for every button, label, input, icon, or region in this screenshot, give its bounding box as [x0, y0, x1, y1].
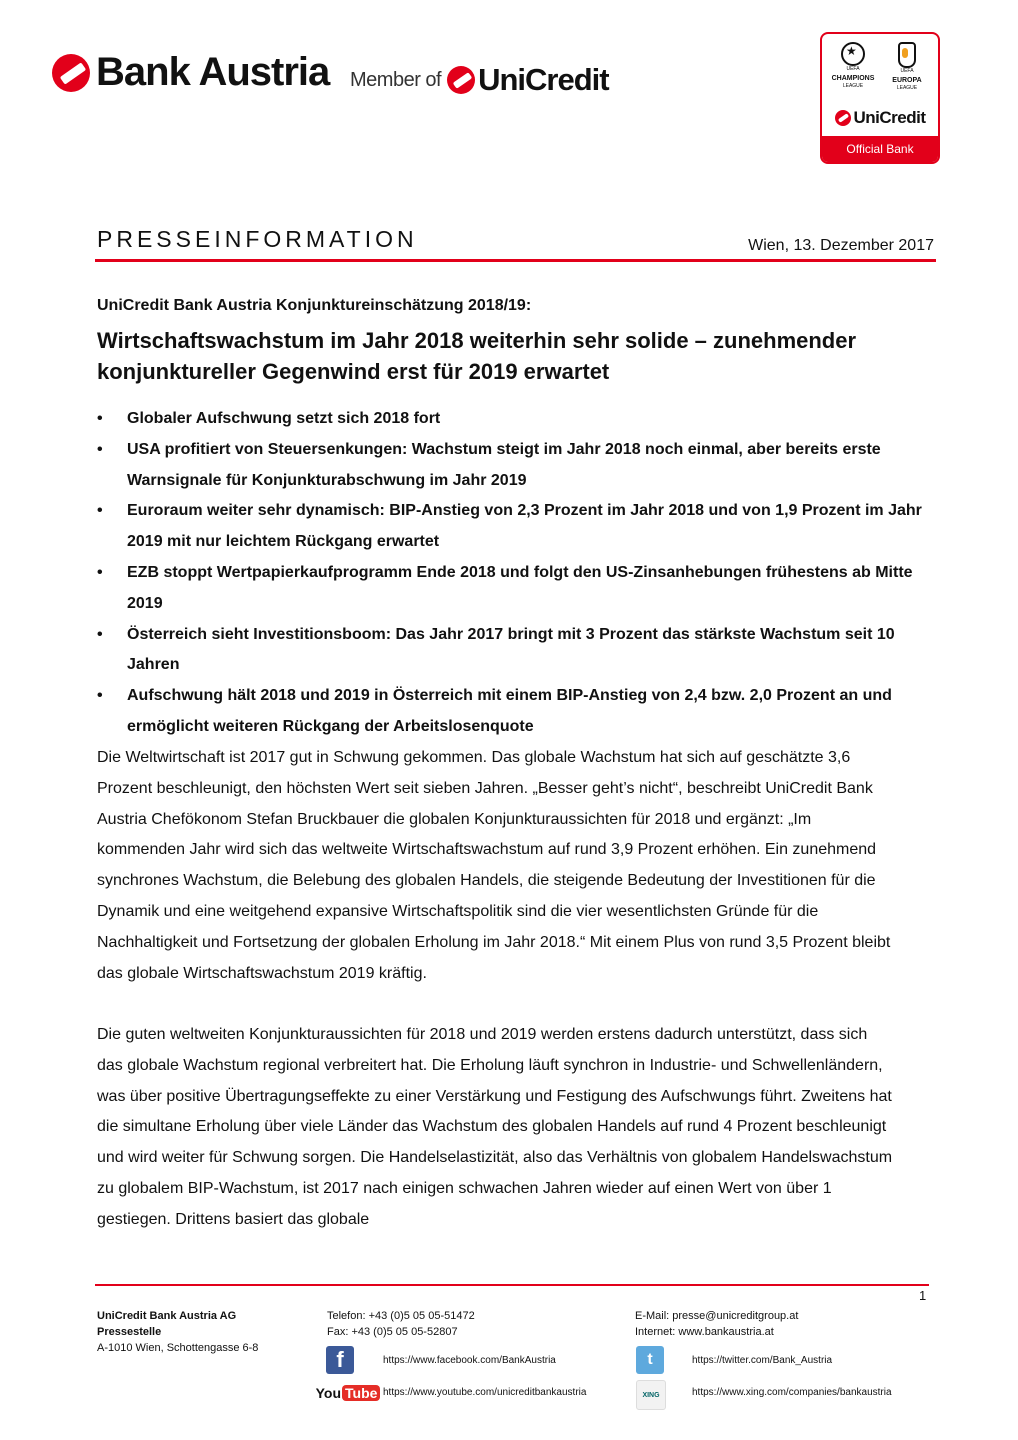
body-paragraph: Die Weltwirtschaft ist 2017 gut in Schwung gekommen. Das globale Wachstum hat sich auf geschätzte 3,6 Prozent beschleunigt, den höchsten Wert seit sieben Jahren. „Besser geht’s nicht“, beschreibt UniCredit Bank Austria Chefökonom Stefan Bruckbauer die globalen Konjunkturaussichten für 2018 und ergänzt: „Im kommenden Jahr wird sich das weltweite Wirtschaftswachstum auf rund 3,9 Prozent erhöhen. Ein zunehmend synchrones Wachstum, die Belebung des globalen Handels, die steigende Bedeutung der Investitionen für die Dynamik und eine weitgehend expansive Wirtschaftspolitik sind die vier wesentlichsten Gründe für die Nachhaltigkeit und Fortsetzung der globalen Erholung im Jahr 2018.“ Mit einem Plus von rund 3,5 Prozent bleibt das globale Wirtschaftswachstum 2019 kräftig.	[97, 749, 891, 982]
member-of-unicredit	[350, 62, 609, 98]
xing-icon[interactable]: XING	[636, 1380, 666, 1410]
brand-name: Bank Austria	[96, 50, 330, 94]
badge-unicredit-logo: UniCredit	[822, 104, 938, 132]
member-of-label: Member of	[350, 68, 442, 91]
list-item: • Globaler Aufschwung setzt sich 2018 fort	[97, 404, 947, 435]
title-divider	[95, 259, 936, 262]
unicredit-logo-icon	[835, 110, 851, 126]
footer-divider	[95, 1284, 929, 1286]
europa-league-logo: UEFA EUROPA LEAGUE	[881, 42, 933, 104]
footer-contact-company: UniCredit Bank Austria AG Pressestelle A-1010 Wien, Schottengasse 6-8	[97, 1310, 259, 1354]
twitter-icon[interactable]: t	[636, 1346, 664, 1374]
youtube-link[interactable]: https://www.youtube.com/unicreditbankaustria	[383, 1387, 587, 1398]
list-item: • USA profitiert von Steuersenkungen: Wachstum steigt im Jahr 2018 noch einmal, aber bereits erste Warnsignale für Konjunkturabschwung im Jahr 2019	[97, 435, 947, 497]
list-item: • EZB stoppt Wertpapierkaufprogramm Ende 2018 und folgt den US-Zinsanhebungen frühestens ab Mitte 2019	[97, 558, 947, 620]
badge-caption: Official Bank	[822, 136, 938, 162]
trophy-icon	[898, 42, 916, 68]
bank-austria-logo	[52, 50, 329, 95]
body-paragraph: Die guten weltweiten Konjunkturaussichten für 2018 und 2019 werden erstens dadurch unterstützt, dass sich das globale Wachstum regional verbreitert hat. Die Erholung läuft synchron in Industrie- und Schwellenländern, was über positive Übertragungseffekte zu einer Verstärkung und Festigung des Aufschwungs führt. Zweitens hat die simultane Erholung über viele Länder das Wachstum des globalen Handels auf rund 4 Prozent beschleunigt und wird weiter für Schwung sorgen. Die Handelselastizität, also das Verhältnis von globalem Handelswachstum zu globalem BIP-Wachstum, ist 2017 nach einigen schwachen Jahren wieder auf einen Wert von über 1 gestiegen. Drittens basiert das globale	[97, 1026, 893, 1228]
unicredit-logo-icon	[52, 54, 90, 92]
youtube-icon[interactable]: You Tube	[324, 1382, 372, 1404]
footer-contact-online	[635, 1308, 798, 1340]
official-bank-badge	[820, 32, 940, 164]
article-headline: Wirtschaftswachstum im Jahr 2018 weiterhin sehr solide – zunehmender konjunktureller Gegenwind erst für 2019 erwartet	[97, 328, 857, 384]
facebook-icon[interactable]: f	[326, 1346, 354, 1374]
champions-league-logo: ★ UEFA CHAMPIONS LEAGUE	[827, 42, 879, 104]
list-item: • Aufschwung hält 2018 und 2019 in Österreich mit einem BIP-Anstieg von 2,4 bzw. 2,0 Prozent an und ermöglicht weiteren Rückgang der Arbeitslosenquote	[97, 681, 947, 743]
list-item: • Euroraum weiter sehr dynamisch: BIP-Anstieg von 2,3 Prozent im Jahr 2018 und von 1,9 Prozent im Jahr 2019 mit nur leichtem Rückgang erwartet	[97, 496, 947, 558]
footer-contact-phone: Telefon: +43 (0)5 05 05-51472 Fax: +43 (0)5 05 05-52807	[327, 1310, 475, 1338]
list-item: • Österreich sieht Investitionsboom: Das Jahr 2017 bringt mit 3 Prozent das stärkste Wachstum seit 10 Jahren	[97, 620, 947, 682]
parent-brand-name: UniCredit	[478, 62, 609, 97]
xing-link[interactable]: https://www.xing.com/companies/bankaustria	[692, 1387, 892, 1398]
email-link[interactable]: E-Mail: presse@unicreditgroup.at	[635, 1310, 799, 1322]
twitter-link[interactable]: https://twitter.com/Bank_Austria	[692, 1355, 833, 1366]
unicredit-logo-icon	[447, 66, 475, 94]
page-number: 1	[919, 1288, 927, 1303]
key-points-list	[97, 404, 947, 743]
press-date: Wien, 13. Dezember 2017	[748, 237, 934, 254]
website-link[interactable]: Internet: www.bankaustria.at	[635, 1326, 774, 1338]
article-kicker: UniCredit Bank Austria Konjunktureinschätzung 2018/19:	[97, 297, 532, 314]
page-title: PRESSEINFORMATION	[97, 226, 418, 252]
facebook-link[interactable]: https://www.facebook.com/BankAustria	[383, 1355, 556, 1366]
starball-icon	[841, 42, 865, 66]
